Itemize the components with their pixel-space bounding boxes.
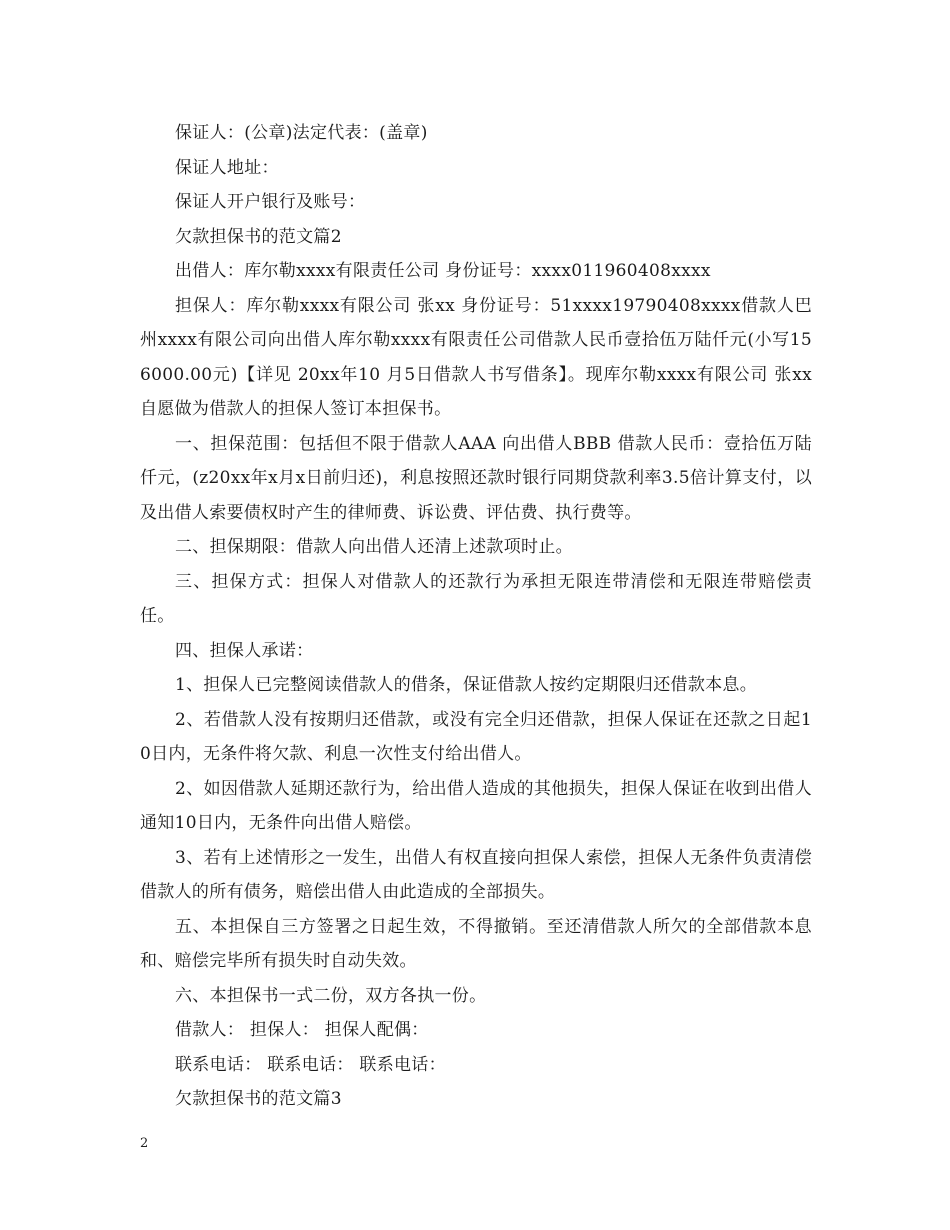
section-heading-3: 欠款担保书的范文篇3 — [175, 1089, 342, 1109]
section-heading-2: 欠款担保书的范文篇2 — [175, 226, 342, 247]
guarantor-intro-paragraph: 担保人：库尔勒xxxx有限公司 张xx 身份证号：51xxxx19790408xxxx借款人巴州xxxx有限公司向出借人库尔勒xxxx有限责任公司借款人民币壹拾伍万陆仟元(小写156000.00元)【详见 20xx年10 月5日借款人书写借条】。现库尔勒xxxx有限公司 张xx自愿做为借款人的担保人签订本担保书。 — [140, 295, 812, 419]
signature-line: 借款人： 担保人： 担保人配偶： — [175, 1020, 429, 1040]
commitment-item: 1、担保人已完整阅读借款人的借条，保证借款人按约定期限归还借款本息。 — [175, 675, 758, 695]
phone-line: 联系电话： 联系电话： 联系电话： — [175, 1054, 446, 1075]
page-number: 2 — [140, 1136, 149, 1151]
commitment-item: 2、如因借款人延期还款行为，给出借人造成的其他损失，担保人保证在收到出借人通知10日内，无条件向出借人赔偿。 — [140, 778, 812, 833]
guarantor-seal-line: 保证人：(公章)法定代表：(盖章) — [175, 123, 428, 143]
lender-line: 出借人：库尔勒xxxx有限责任公司 身份证号：xxxx011960408xxxx — [175, 261, 711, 281]
clause-commitment-heading: 四、担保人承诺： — [175, 640, 314, 661]
clause-method: 三、担保方式：担保人对借款人的还款行为承担无限连带清偿和无限连带赔偿责任。 — [140, 571, 812, 626]
clause-effective: 五、本担保自三方签署之日起生效，不得撤销。至还清借款人所欠的全部借款本息和、赔偿完毕所有损失时自动失效。 — [140, 916, 812, 971]
guarantor-bank-line: 保证人开户银行及账号： — [175, 192, 366, 212]
commitment-item: 3、若有上述情形之一发生，出借人有权直接向担保人索偿，担保人无条件负责清偿借款人的所有债务，赔偿出借人由此造成的全部损失。 — [140, 847, 812, 902]
clause-term: 二、担保期限：借款人向出借人还清上述款项时止。 — [175, 537, 573, 557]
commitment-item: 2、若借款人没有按期归还借款，或没有完全归还借款，担保人保证在还款之日起10日内，无条件将欠款、利息一次性支付给出借人。 — [140, 709, 812, 764]
clause-copies: 六、本担保书一式二份，双方各执一份。 — [175, 985, 487, 1006]
document-body — [140, 116, 812, 1117]
clause-scope: 一、担保范围：包括但不限于借款人AAA 向出借人BBB 借款人民币：壹拾伍万陆仟元，(z20xx年x月x日前归还)，利息按照还款时银行同期贷款利率3.5倍计算支付，以及出借人索要债权时产生的律师费、诉讼费、评估费、执行费等。 — [140, 433, 812, 523]
guarantor-address-line: 保证人地址： — [175, 157, 279, 178]
